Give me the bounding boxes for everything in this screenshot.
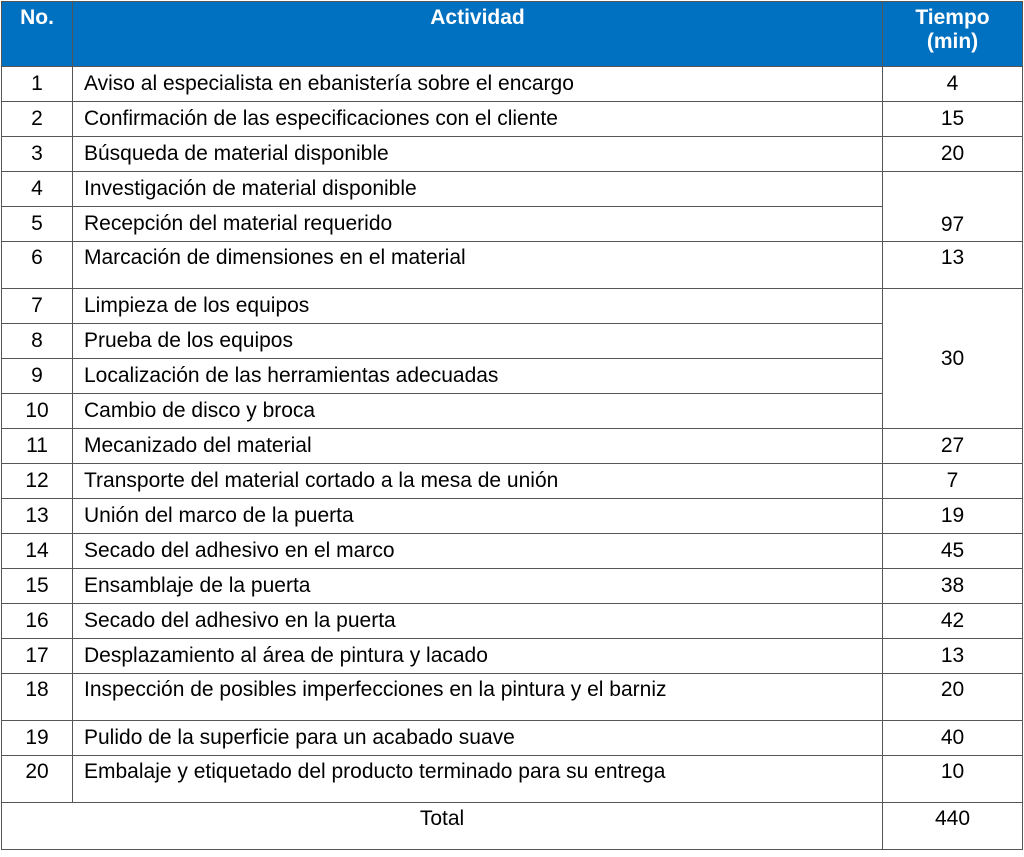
row-activity: Mecanizado del material — [73, 429, 883, 464]
row-time: 7 — [883, 464, 1023, 499]
header-no: No. — [2, 2, 73, 67]
header-activity: Actividad — [73, 2, 883, 67]
row-no: 19 — [2, 721, 73, 756]
table-row — [2, 756, 1023, 803]
row-no: 15 — [2, 569, 73, 604]
table-row — [2, 394, 1023, 429]
header-row — [2, 2, 1023, 67]
row-activity: Localización de las herramientas adecuadas — [73, 359, 883, 394]
table-row — [2, 102, 1023, 137]
row-time: 15 — [883, 102, 1023, 137]
row-activity: Pulido de la superficie para un acabado suave — [73, 721, 883, 756]
row-time: 13 — [883, 639, 1023, 674]
header-time: Tiempo (min) — [883, 2, 1023, 67]
total-row — [2, 803, 1023, 850]
activity-time-table — [1, 1, 1023, 850]
row-no: 16 — [2, 604, 73, 639]
table-row — [2, 172, 1023, 207]
table-row — [2, 721, 1023, 756]
row-no: 8 — [2, 324, 73, 359]
row-activity: Embalaje y etiquetado del producto terminado para su entrega — [73, 756, 883, 803]
row-no: 14 — [2, 534, 73, 569]
table-row — [2, 534, 1023, 569]
row-activity: Cambio de disco y broca — [73, 394, 883, 429]
row-time: 20 — [883, 674, 1023, 721]
table-row — [2, 499, 1023, 534]
row-time: 10 — [883, 756, 1023, 803]
row-no: 13 — [2, 499, 73, 534]
row-no: 20 — [2, 756, 73, 803]
row-no: 18 — [2, 674, 73, 721]
row-activity: Aviso al especialista en ebanistería sobre el encargo — [73, 67, 883, 102]
row-activity: Recepción del material requerido — [73, 207, 883, 242]
row-time: 19 — [883, 499, 1023, 534]
row-activity: Limpieza de los equipos — [73, 289, 883, 324]
table-row — [2, 207, 1023, 242]
row-no: 9 — [2, 359, 73, 394]
table-row — [2, 639, 1023, 674]
row-activity: Ensamblaje de la puerta — [73, 569, 883, 604]
total-label: Total — [2, 803, 883, 850]
row-time: 20 — [883, 137, 1023, 172]
row-time: 42 — [883, 604, 1023, 639]
row-no: 1 — [2, 67, 73, 102]
row-activity: Transporte del material cortado a la mesa de unión — [73, 464, 883, 499]
row-activity: Prueba de los equipos — [73, 324, 883, 359]
row-no: 5 — [2, 207, 73, 242]
table-row — [2, 289, 1023, 324]
row-no: 11 — [2, 429, 73, 464]
row-time-merged: 97 — [883, 172, 1023, 242]
table-row — [2, 464, 1023, 499]
row-activity: Marcación de dimensiones en el material — [73, 242, 883, 289]
table-row — [2, 674, 1023, 721]
row-time: 45 — [883, 534, 1023, 569]
row-activity: Desplazamiento al área de pintura y lacado — [73, 639, 883, 674]
row-time: 38 — [883, 569, 1023, 604]
row-activity: Secado del adhesivo en la puerta — [73, 604, 883, 639]
table-row — [2, 137, 1023, 172]
table-row — [2, 569, 1023, 604]
table-row — [2, 604, 1023, 639]
row-activity: Investigación de material disponible — [73, 172, 883, 207]
row-time: 40 — [883, 721, 1023, 756]
table-row — [2, 324, 1023, 359]
row-activity: Confirmación de las especificaciones con el cliente — [73, 102, 883, 137]
table-row — [2, 429, 1023, 464]
row-time-merged: 30 — [883, 289, 1023, 429]
table-row — [2, 67, 1023, 102]
row-time: 4 — [883, 67, 1023, 102]
row-activity: Secado del adhesivo en el marco — [73, 534, 883, 569]
row-activity: Inspección de posibles imperfecciones en la pintura y el barniz — [73, 674, 883, 721]
row-no: 17 — [2, 639, 73, 674]
row-time: 13 — [883, 242, 1023, 289]
row-no: 10 — [2, 394, 73, 429]
row-no: 7 — [2, 289, 73, 324]
row-activity: Unión del marco de la puerta — [73, 499, 883, 534]
table-row — [2, 242, 1023, 289]
row-activity: Búsqueda de material disponible — [73, 137, 883, 172]
table-row — [2, 359, 1023, 394]
row-no: 3 — [2, 137, 73, 172]
row-no: 2 — [2, 102, 73, 137]
row-time: 27 — [883, 429, 1023, 464]
total-value: 440 — [883, 803, 1023, 850]
row-no: 4 — [2, 172, 73, 207]
row-no: 12 — [2, 464, 73, 499]
row-no: 6 — [2, 242, 73, 289]
